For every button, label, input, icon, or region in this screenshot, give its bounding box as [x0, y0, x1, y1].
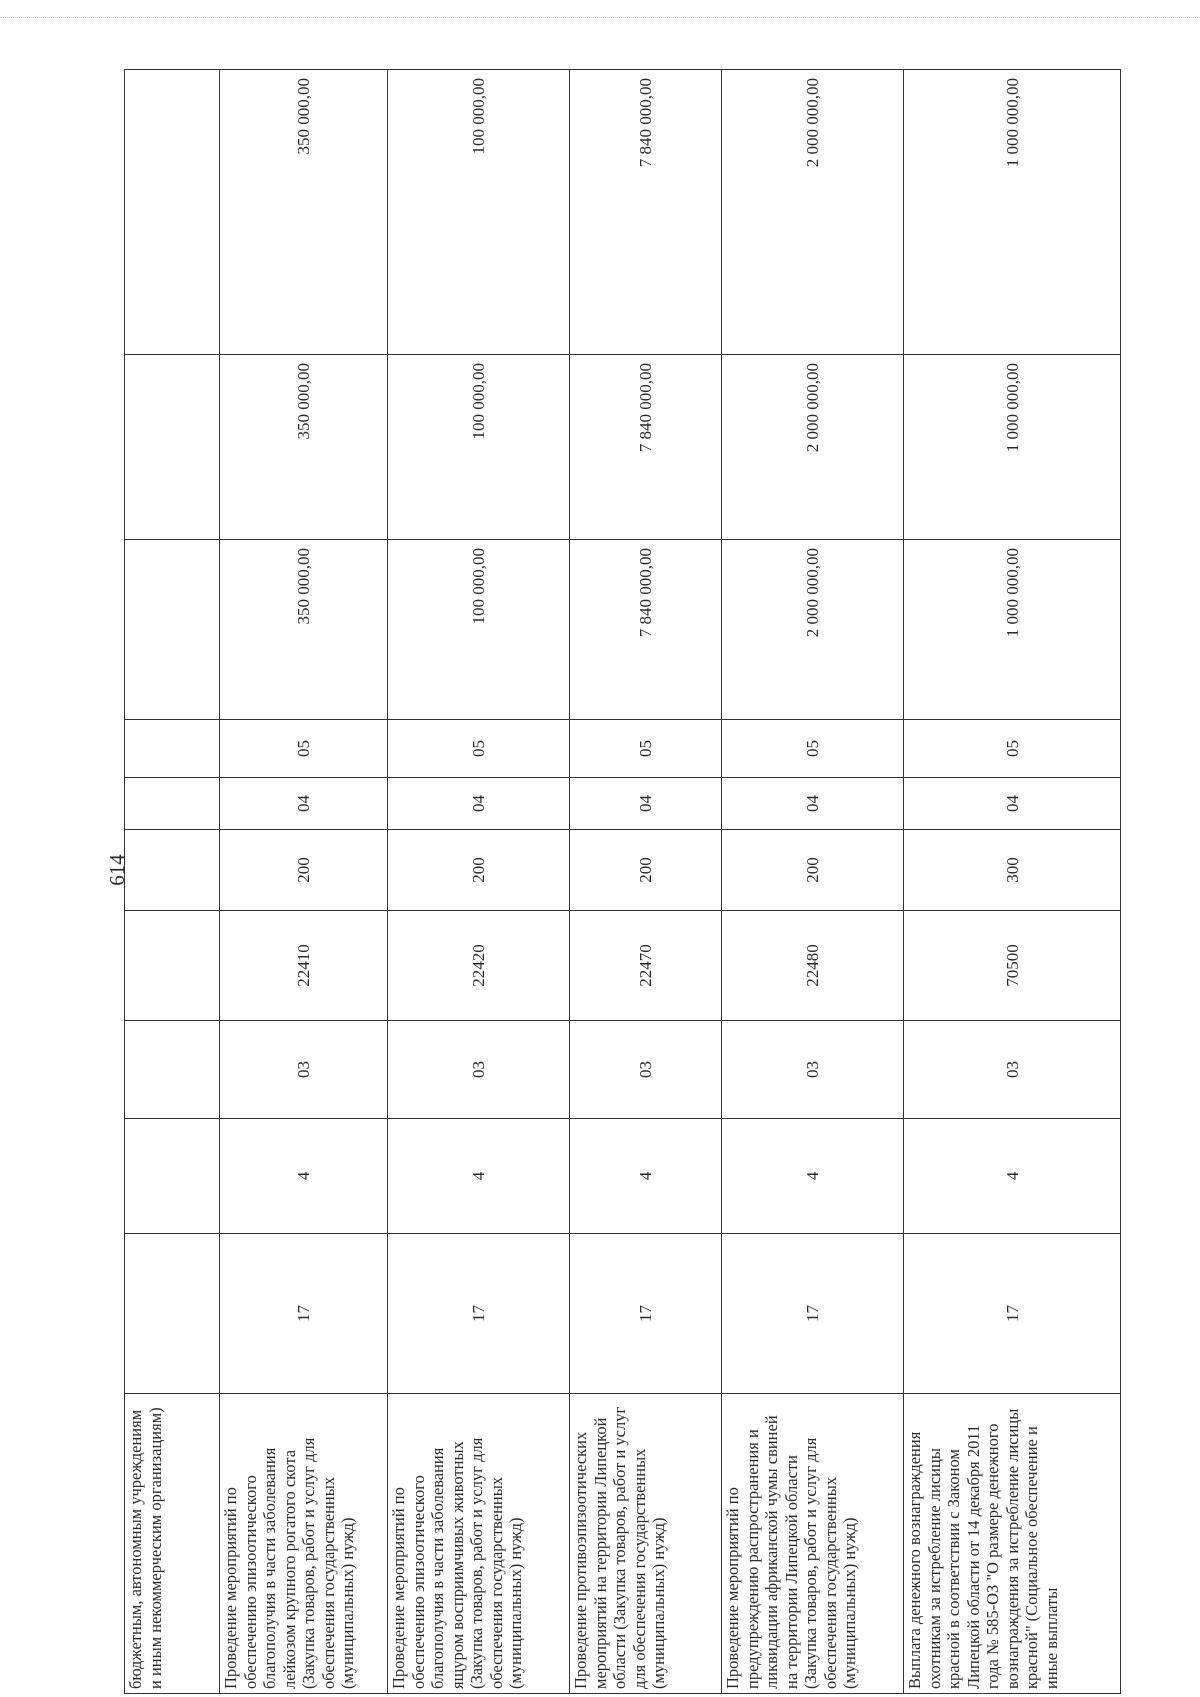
- row-name-cell: Проведение мероприятий по обеспечению эпизоотического благополучия в части заболевания ящуром восприимчивых животных (Закупка товаров, работ и услуг для обеспечения государственных (муниципальных) нужд): [388, 1394, 570, 1694]
- row-name-cell: Проведение мероприятий по обеспечению эпизоотического благополучия в части заболевания лейкозом крупного рогатого скота (Закупка товаров, работ и услуг для обеспечения государственных (муниципальных) нужд): [220, 1394, 388, 1694]
- code-cell: 03: [220, 1021, 388, 1119]
- amount-cell: 100 000,00: [388, 70, 570, 355]
- amount-cell: 7 840 000,00: [570, 540, 722, 720]
- amount-cell: 100 000,00: [388, 355, 570, 540]
- amount-cell: 2 000 000,00: [722, 70, 904, 355]
- code-cell: 03: [570, 1021, 722, 1119]
- amount-cell: [125, 355, 220, 540]
- code-cell: [125, 720, 220, 778]
- code-cell: [125, 1234, 220, 1394]
- code-cell: [125, 911, 220, 1021]
- code-cell: [125, 1119, 220, 1234]
- amount-cell: 2 000 000,00: [722, 540, 904, 720]
- code-cell: 70500: [904, 911, 1121, 1021]
- code-cell: 17: [220, 1234, 388, 1394]
- code-cell: 4: [570, 1119, 722, 1234]
- code-cell: 200: [570, 830, 722, 911]
- amount-cell: 1 000 000,00: [904, 355, 1121, 540]
- code-cell: [125, 778, 220, 830]
- code-cell: 04: [904, 778, 1121, 830]
- row-name-cell: Проведение противоэпизоотических мероприятий на территории Липецкой области (Закупка товаров, работ и услуг для обеспечения государственных (муниципальных) нужд): [570, 1394, 722, 1694]
- code-cell: 22420: [388, 911, 570, 1021]
- code-cell: 17: [570, 1234, 722, 1394]
- code-cell: 05: [220, 720, 388, 778]
- table-row: [125, 70, 220, 1694]
- code-cell: 22470: [570, 911, 722, 1021]
- budget-table: [124, 69, 1121, 1694]
- amount-cell: 7 840 000,00: [570, 355, 722, 540]
- code-cell: 300: [904, 830, 1121, 911]
- code-cell: 200: [722, 830, 904, 911]
- code-cell: 200: [388, 830, 570, 911]
- scan-edge-line: [0, 17, 1200, 18]
- amount-cell: 350 000,00: [220, 70, 388, 355]
- code-cell: 05: [388, 720, 570, 778]
- amount-cell: 350 000,00: [220, 355, 388, 540]
- amount-cell: 350 000,00: [220, 540, 388, 720]
- amount-cell: 100 000,00: [388, 540, 570, 720]
- code-cell: 03: [722, 1021, 904, 1119]
- code-cell: 22410: [220, 911, 388, 1021]
- amount-cell: [125, 70, 220, 355]
- code-cell: 04: [388, 778, 570, 830]
- row-name-cell: Выплата денежного вознаграждения охотникам за истребление лисицы красной в соответствии с Законом Липецкой области от 14 декабря 2011 года № 585-ОЗ "О размере денежного вознаграждения за истребление лисицы красной" (Социальное обеспечение и иные выплаты: [904, 1394, 1121, 1694]
- code-cell: 04: [570, 778, 722, 830]
- code-cell: 17: [904, 1234, 1121, 1394]
- amount-cell: 1 000 000,00: [904, 540, 1121, 720]
- amount-cell: 1 000 000,00: [904, 70, 1121, 355]
- amount-cell: [125, 540, 220, 720]
- code-cell: 03: [904, 1021, 1121, 1119]
- code-cell: 05: [722, 720, 904, 778]
- rotated-table-sheet: [124, 69, 1120, 1694]
- code-cell: 05: [904, 720, 1121, 778]
- code-cell: 04: [220, 778, 388, 830]
- table-row: [220, 70, 388, 1694]
- page-number: 614: [105, 854, 129, 886]
- code-cell: [125, 830, 220, 911]
- amount-cell: 2 000 000,00: [722, 355, 904, 540]
- code-cell: 04: [722, 778, 904, 830]
- amount-cell: 7 840 000,00: [570, 70, 722, 355]
- code-cell: 4: [722, 1119, 904, 1234]
- code-cell: 22480: [722, 911, 904, 1021]
- code-cell: 17: [722, 1234, 904, 1394]
- code-cell: 4: [388, 1119, 570, 1234]
- code-cell: 4: [220, 1119, 388, 1234]
- table-row: [388, 70, 570, 1694]
- table-row: [904, 70, 1121, 1694]
- code-cell: [125, 1021, 220, 1119]
- code-cell: 17: [388, 1234, 570, 1394]
- row-name-cell: Проведение мероприятий по предупреждению распространения и ликвидации африканской чумы свиней на территории Липецкой области (Закупка товаров, работ и услуг для обеспечения государственных (муниципальных) нужд): [722, 1394, 904, 1694]
- code-cell: 200: [220, 830, 388, 911]
- code-cell: 05: [570, 720, 722, 778]
- code-cell: 03: [388, 1021, 570, 1119]
- table-row: [570, 70, 722, 1694]
- code-cell: 4: [904, 1119, 1121, 1234]
- row-name-cell: бюджетным, автономным учреждениям и иным некоммерческим организациям): [125, 1394, 220, 1694]
- table-row: [722, 70, 904, 1694]
